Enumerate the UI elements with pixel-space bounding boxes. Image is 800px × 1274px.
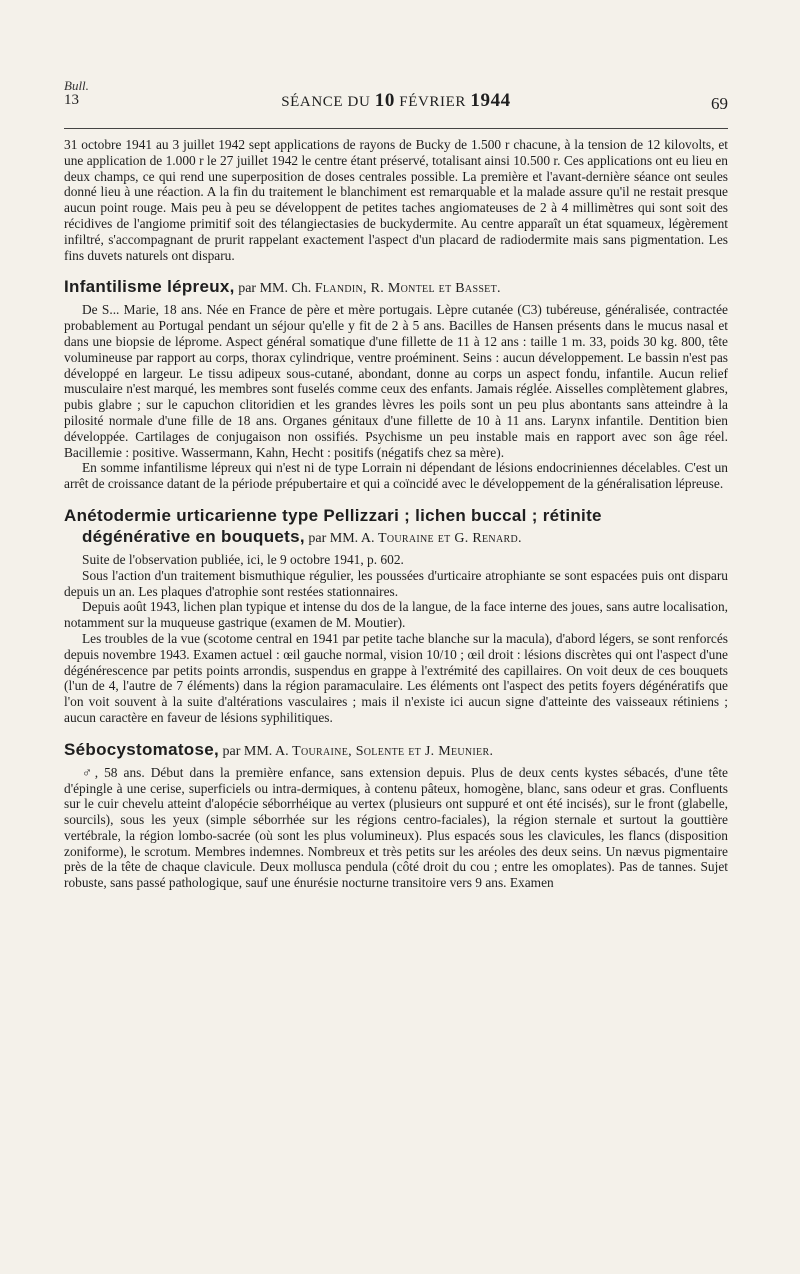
- section-by: par MM. A.: [308, 530, 375, 546]
- paragraph: Sous l'action d'un traitement bismuthique régulier, les poussées d'urticaire atrophiante se sont espacées puis ont disparu depuis un an. Les plaques d'atrophie sont restées stationnaires.: [64, 567, 728, 599]
- title-month: FÉVRIER: [399, 94, 467, 110]
- section-sebocystomatose: [64, 740, 728, 891]
- section-authors: Flandin, R. Montel et Basset.: [314, 281, 501, 297]
- section-title: Infantilisme lépreux,: [64, 277, 235, 297]
- section-heading: [64, 506, 728, 548]
- section-by: par MM. Ch.: [238, 281, 312, 297]
- issue-number: 13: [64, 92, 79, 108]
- running-head-bull: Bull.: [64, 78, 89, 93]
- paragraph: De S... Marie, 18 ans. Née en France de père et mère portugais. Lèpre cutanée (C3) tubéreuse, généralisée, contractée probablement au Portugal pendant un séjour qu'elle y fit de 2 à 5 ans. Bacilles de Hansen présents dans le mucus nasal et dans une biopsie de léprome. Aspect général somatique d'une fillette de 11 à 12 ans : taille 1 m. 33, poids 30 kg. 800, tête volumineuse par rapport au corps, thorax cylindrique, ventre proéminent. Seins : aucun développement. Le bassin n'est pas développé en largeur. Le tissu adipeux sous-cutané, abondant, donne au corps un aspect fondu, infantile. Aucun relief musculaire n'est marqué, les membres sont fuselés comme ceux des enfants. Jamais réglée. Aisselles complètement glabres, pubis glabre ; sur le capuchon clitoridien et les grandes lèvres les poils sont un peu plus abontants sans atteindre à la pilosité normale d'une fille de 18 ans. Organes génitaux d'une fillette de 10 à 11 ans. Larynx infantile. Dentition bien développée. Cartilages de conjugaison non ossifiés. Psychisme un peu instable mais en rapport avec son âge réel. Bacillemie : positive. Wassermann, Kahn, Hecht : positifs (négatifs chez sa mère).: [64, 302, 728, 460]
- section-infantilisme: [64, 277, 728, 492]
- journal-page: [64, 0, 728, 1274]
- paragraph: En somme infantilisme lépreux qui n'est ni de type Lorrain ni dépendant de lésions endocriniennes décelables. C'est un arrêt de croissance datant de la période prépubertaire et qui a coïncidé avec le développement de la généralisation lépreuse.: [64, 460, 728, 492]
- paragraph: Depuis août 1943, lichen plan typique et intense du dos de la langue, de la face interne des joues, sans autre localisation, notamment sur la muqueuse gastrique (examen de M. Moutier).: [64, 599, 728, 631]
- paragraph: Les troubles de la vue (scotome central en 1941 par petite tache blanche sur la macula), d'abord légers, se sont renforcés depuis novembre 1943. Examen actuel : œil gauche normal, vision 10/10 ; œil droit : lésions discrètes qui ont l'aspect d'une dégénérescence par petits points arrondis, suspendus en grappe à l'extrémité des capillaires. On voit deux de ces bouquets (l'un de 4, l'autre de 7 éléments) dans la région paramaculaire. Les éléments ont l'aspect des petits foyers dégénératifs que l'on voit souvent à la suite d'altérations vasculaires ; mais il n'existe ici aucun signe d'atteinte des vaisseaux rétiniens ; aucun caractère en faveur de lésions syphilitiques.: [64, 630, 728, 725]
- section-anetodermie: [64, 506, 728, 726]
- section-title: Anétodermie urticarienne type Pellizzari ; lichen buccal ; rétinite: [64, 505, 602, 525]
- section-title: Sébocystomatose,: [64, 739, 220, 759]
- title-date: 10: [374, 90, 395, 111]
- section-heading: [64, 740, 728, 761]
- section-heading: [64, 277, 728, 298]
- intro-paragraph: 31 octobre 1941 au 3 juillet 1942 sept applications de rayons de Bucky de 1.500 r chacune, à la tension de 12 kilovolts, et une application de 1.000 r le 27 juillet 1942 le centre étant préservé, totalisant ainsi 10.500 r. Ces applications ont eu lieu en deux champs, ce qui rend une superposition de doses centrales possible. La première et l'avant-dernière séance ont seules donné lieu à une réaction. A la fin du traitement le blanchiment est remarquable et la malade assure qu'il ne restait presque aucun point rouge. Mais peu à peu se développent de petites taches angiomateuses de 2 à 4 millimètres qui sont soit des récidives de l'angiome primitif soit des télangiectasies de buckydermite. Au centre apparaît un état squameux, légèrement infiltré, s'accompagnant de prurit rappelant exactement l'aspect d'un placard de radiodermite mais sans pigmentation. Les fins duvets naturels ont disparu.: [64, 137, 728, 263]
- page-header: [64, 92, 728, 118]
- paragraph: Suite de l'observation publiée, ici, le 9 octobre 1941, p. 602.: [82, 551, 404, 567]
- page-body: [64, 137, 728, 891]
- section-authors: Touraine, Solente et J. Meunier.: [292, 743, 494, 759]
- page-number: 69: [711, 94, 728, 113]
- header-rule: [64, 128, 728, 129]
- section-authors: Touraine et G. Renard.: [378, 530, 522, 546]
- section-title-cont: dégénérative en bouquets,: [82, 526, 305, 546]
- header-title: [64, 90, 728, 112]
- title-year: 1944: [470, 90, 511, 111]
- title-prefix: SÉANCE DU: [281, 94, 371, 110]
- section-by: par MM. A.: [222, 743, 289, 759]
- paragraph: ♂, 58 ans. Début dans la première enfance, sans extension depuis. Plus de deux cents kystes sébacés, d'une tête d'épingle à une cerise, superficiels ou intra-dermiques, à contenu pâteux, homogène, blanc, sans odeur et gras. Confluents sur le cuir chevelu atteint d'alopécie séborrhéique au vertex (plusieurs ont suppuré et ont été incisés), sur le front (glabelle, sourcils), sous les yeux (simple séborrhée sur les régions centro-faciales), la région sternale et surtout la gouttière vertébrale, la région lombo-sacrée (où sont les plus volumineux). Plus espacés sous les clavicules, les flancs (disposition zoniforme), le scrotum. Membres indemnes. Nombreux et très petits sur les aréoles des deux seins. Un nævus pigmentaire près de la tête de chaque clavicule. Deux mollusca pendula (côté droit du cou ; entre les omoplates). Pas de tannes. Sujet robuste, sans passé pathologique, sauf une énurésie nocturne transitoire vers 9 ans. Examen: [64, 764, 728, 891]
